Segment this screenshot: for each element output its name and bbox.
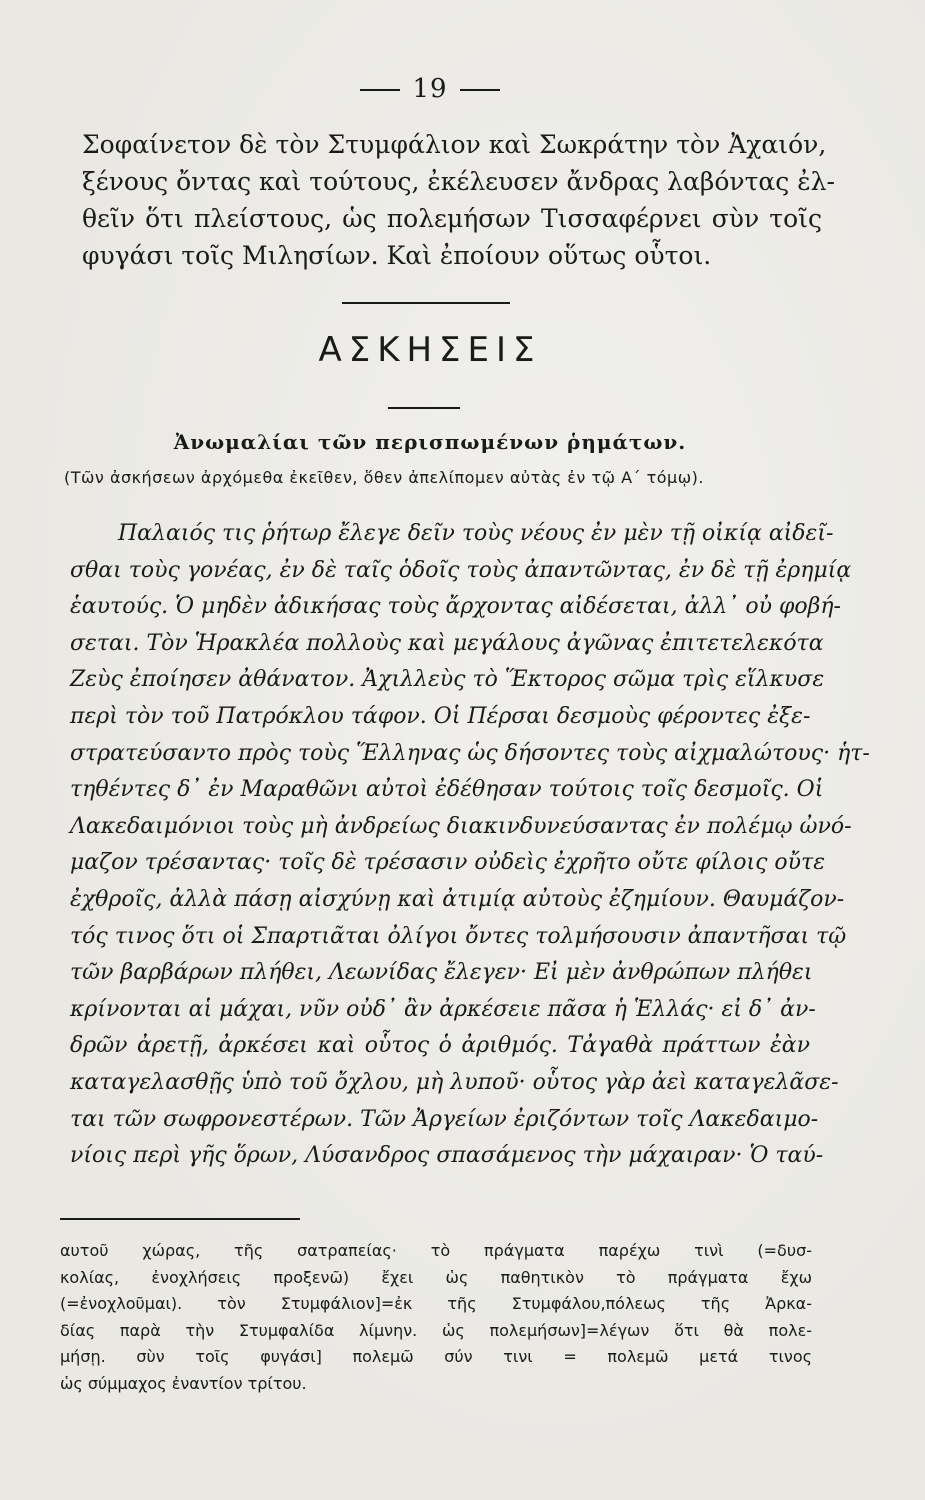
- intro-line: ξένους ὄντας καὶ τούτους, ἐκέλευσεν ἄνδρας λαβόντας ἐλ-: [82, 167, 835, 196]
- exercise-line: στρατεύσαντο πρὸς τοὺς Ἕλληνας ὡς δήσοντες τοὺς αἰχμαλώτους· ἡτ-: [70, 740, 870, 766]
- exercise-line: νίοις περὶ γῆς ὅρων, Λύσανδρος σπασάμενος τὴν μάχαιραν· Ὁ ταύ-: [70, 1143, 824, 1169]
- page-number-text: 19: [412, 74, 448, 104]
- exercise-line: τηθέντες δ᾽ ἐν Μαραθῶνι αὐτοὶ ἐδέθησαν τούτοις τοῖς δεσμοῖς. Οἱ: [70, 777, 824, 803]
- footnotes: [60, 1238, 812, 1397]
- intro-line: Σοφαίνετον δὲ τὸν Στυμφάλιον καὶ Σωκράτην τὸν Ἀχαιόν,: [82, 130, 827, 159]
- exercise-line: σθαι τοὺς γονέας, ἐν δὲ ταῖς ὁδοῖς τοὺς ἀπαντῶντας, ἐν δὲ τῇ ἐρημίᾳ: [70, 557, 852, 583]
- footnote-line: δίας παρὰ τὴν Στυμφαλίδα λίμνην. ὡς πολεμήσων]=λέγων ὅτι θὰ πολε-: [60, 1320, 812, 1340]
- footnote-line: αυτοῦ χώρας, τῆς σατραπείας· τὸ πράγματα παρέχω τινὶ (=δυσ-: [60, 1241, 812, 1260]
- exercise-line: Παλαιός τις ῥήτωρ ἔλεγε δεῖν τοὺς νέους ἐν μὲν τῇ οἰκίᾳ αἰδεῖ-: [118, 521, 834, 546]
- footnote-line: μήσῃ. σὺν τοῖς φυγάσι] πολεμῶ σύν τινι = πολεμῶ μετά τινος: [60, 1347, 812, 1366]
- footnote-line: (=ἐνοχλοῦμαι). τὸν Στυμφάλιον]=ἐκ τῆς Στυμφάλου,πόλεως τῆς Ἀρκα-: [60, 1294, 812, 1313]
- exercise-line: Λακεδαιμόνιοι τοὺς μὴ ἀνδρείως διακινδυνεύσαντας ἐν πολέμῳ ὠνό-: [70, 813, 852, 839]
- footnote-line: ὡς σύμμαχος ἐναντίον τρίτου.: [60, 1373, 307, 1393]
- exercise-line: περὶ τὸν τοῦ Πατρόκλου τάφον. Οἱ Πέρσαι δεσμοὺς φέροντες ἐξε-: [70, 703, 811, 729]
- footnote-rule: [60, 1218, 300, 1220]
- dash-left: [360, 89, 400, 91]
- section-rule-bottom: [388, 407, 460, 409]
- exercise-line: σεται. Τὸν Ἡρακλέα πολλοὺς καὶ μεγάλους ἀγῶνας ἐπιτετελεκότα: [70, 630, 824, 656]
- subheading: Ἀνωμαλίαι τῶν περισπωμένων ῥημάτων.: [173, 430, 687, 454]
- section-title: ΑΣΚΗΣΕΙΣ: [318, 330, 542, 370]
- footnote-line: κολίας, ἐνοχλήσεις προξενῶ) ἔχει ὡς παθητικὸν τὸ πράγματα ἔχω: [60, 1267, 812, 1287]
- exercise-line: μαζον τρέσαντας· τοῖς δὲ τρέσασιν οὐδεὶς ἐχρῆτο οὔτε φίλοις οὔτε: [70, 850, 825, 876]
- exercise-line: ἐχθροῖς, ἀλλὰ πάσῃ αἰσχύνῃ καὶ ἀτιμίᾳ αὐτοὺς ἐζημίουν. Θαυμάζον-: [70, 886, 845, 912]
- intro-line: θεῖν ὅτι πλείστους, ὡς πολεμήσων Τισσαφέρνει σὺν τοῖς: [82, 204, 822, 233]
- exercise-line: καταγελασθῇς ὑπὸ τοῦ ὄχλου, μὴ λυποῦ· οὗτος γὰρ ἀεὶ καταγελᾶσε-: [70, 1069, 839, 1095]
- page-number: [0, 74, 860, 104]
- dash-right: [460, 89, 500, 91]
- parenthetical-note: (Τῶν ἀσκήσεων ἀρχόμεθα ἐκεῖθεν, ὅθεν ἀπελίπομεν αὐτὰς ἐν τῷ Α΄ τόμῳ).: [64, 468, 704, 487]
- exercise-line: κρίνονται αἱ μάχαι, νῦν οὐδ᾽ ἂν ἀρκέσειε πᾶσα ἡ Ἑλλάς· εἰ δ᾽ ἀν-: [70, 996, 816, 1022]
- exercise-line: ἑαυτούς. Ὁ μηδὲν ἀδικήσας τοὺς ἄρχοντας αἰδέσεται, ἀλλ᾽ οὐ φοβή-: [70, 594, 841, 620]
- exercise-paragraph: [70, 516, 870, 1175]
- intro-line: φυγάσι τοῖς Μιλησίων. Καὶ ἐποίουν οὕτως οὗτοι.: [82, 241, 712, 270]
- exercise-line: δρῶν ἀρετῇ, ἀρκέσει καὶ οὗτος ὁ ἀριθμός. Τἀγαθὰ πράττων ἐὰν: [70, 1033, 810, 1059]
- intro-paragraph: [82, 126, 835, 274]
- section-rule-top: [342, 302, 510, 304]
- exercise-line: τός τινος ὅτι οἱ Σπαρτιᾶται ὀλίγοι ὄντες τολμήσουσιν ἀπαντῆσαι τῷ: [70, 923, 847, 949]
- exercise-line: τῶν βαρβάρων πλήθει, Λεωνίδας ἔλεγεν· Εἰ μὲν ἀνθρώπων πλήθει: [70, 960, 813, 986]
- exercise-line: ται τῶν σωφρονεστέρων. Τῶν Ἀργείων ἐριζόντων τοῖς Λακεδαιμο-: [70, 1106, 819, 1132]
- exercise-line: Ζεὺς ἐποίησεν ἀθάνατον. Ἀχιλλεὺς τὸ Ἕκτορος σῶμα τρὶς εἵλκυσε: [70, 667, 825, 693]
